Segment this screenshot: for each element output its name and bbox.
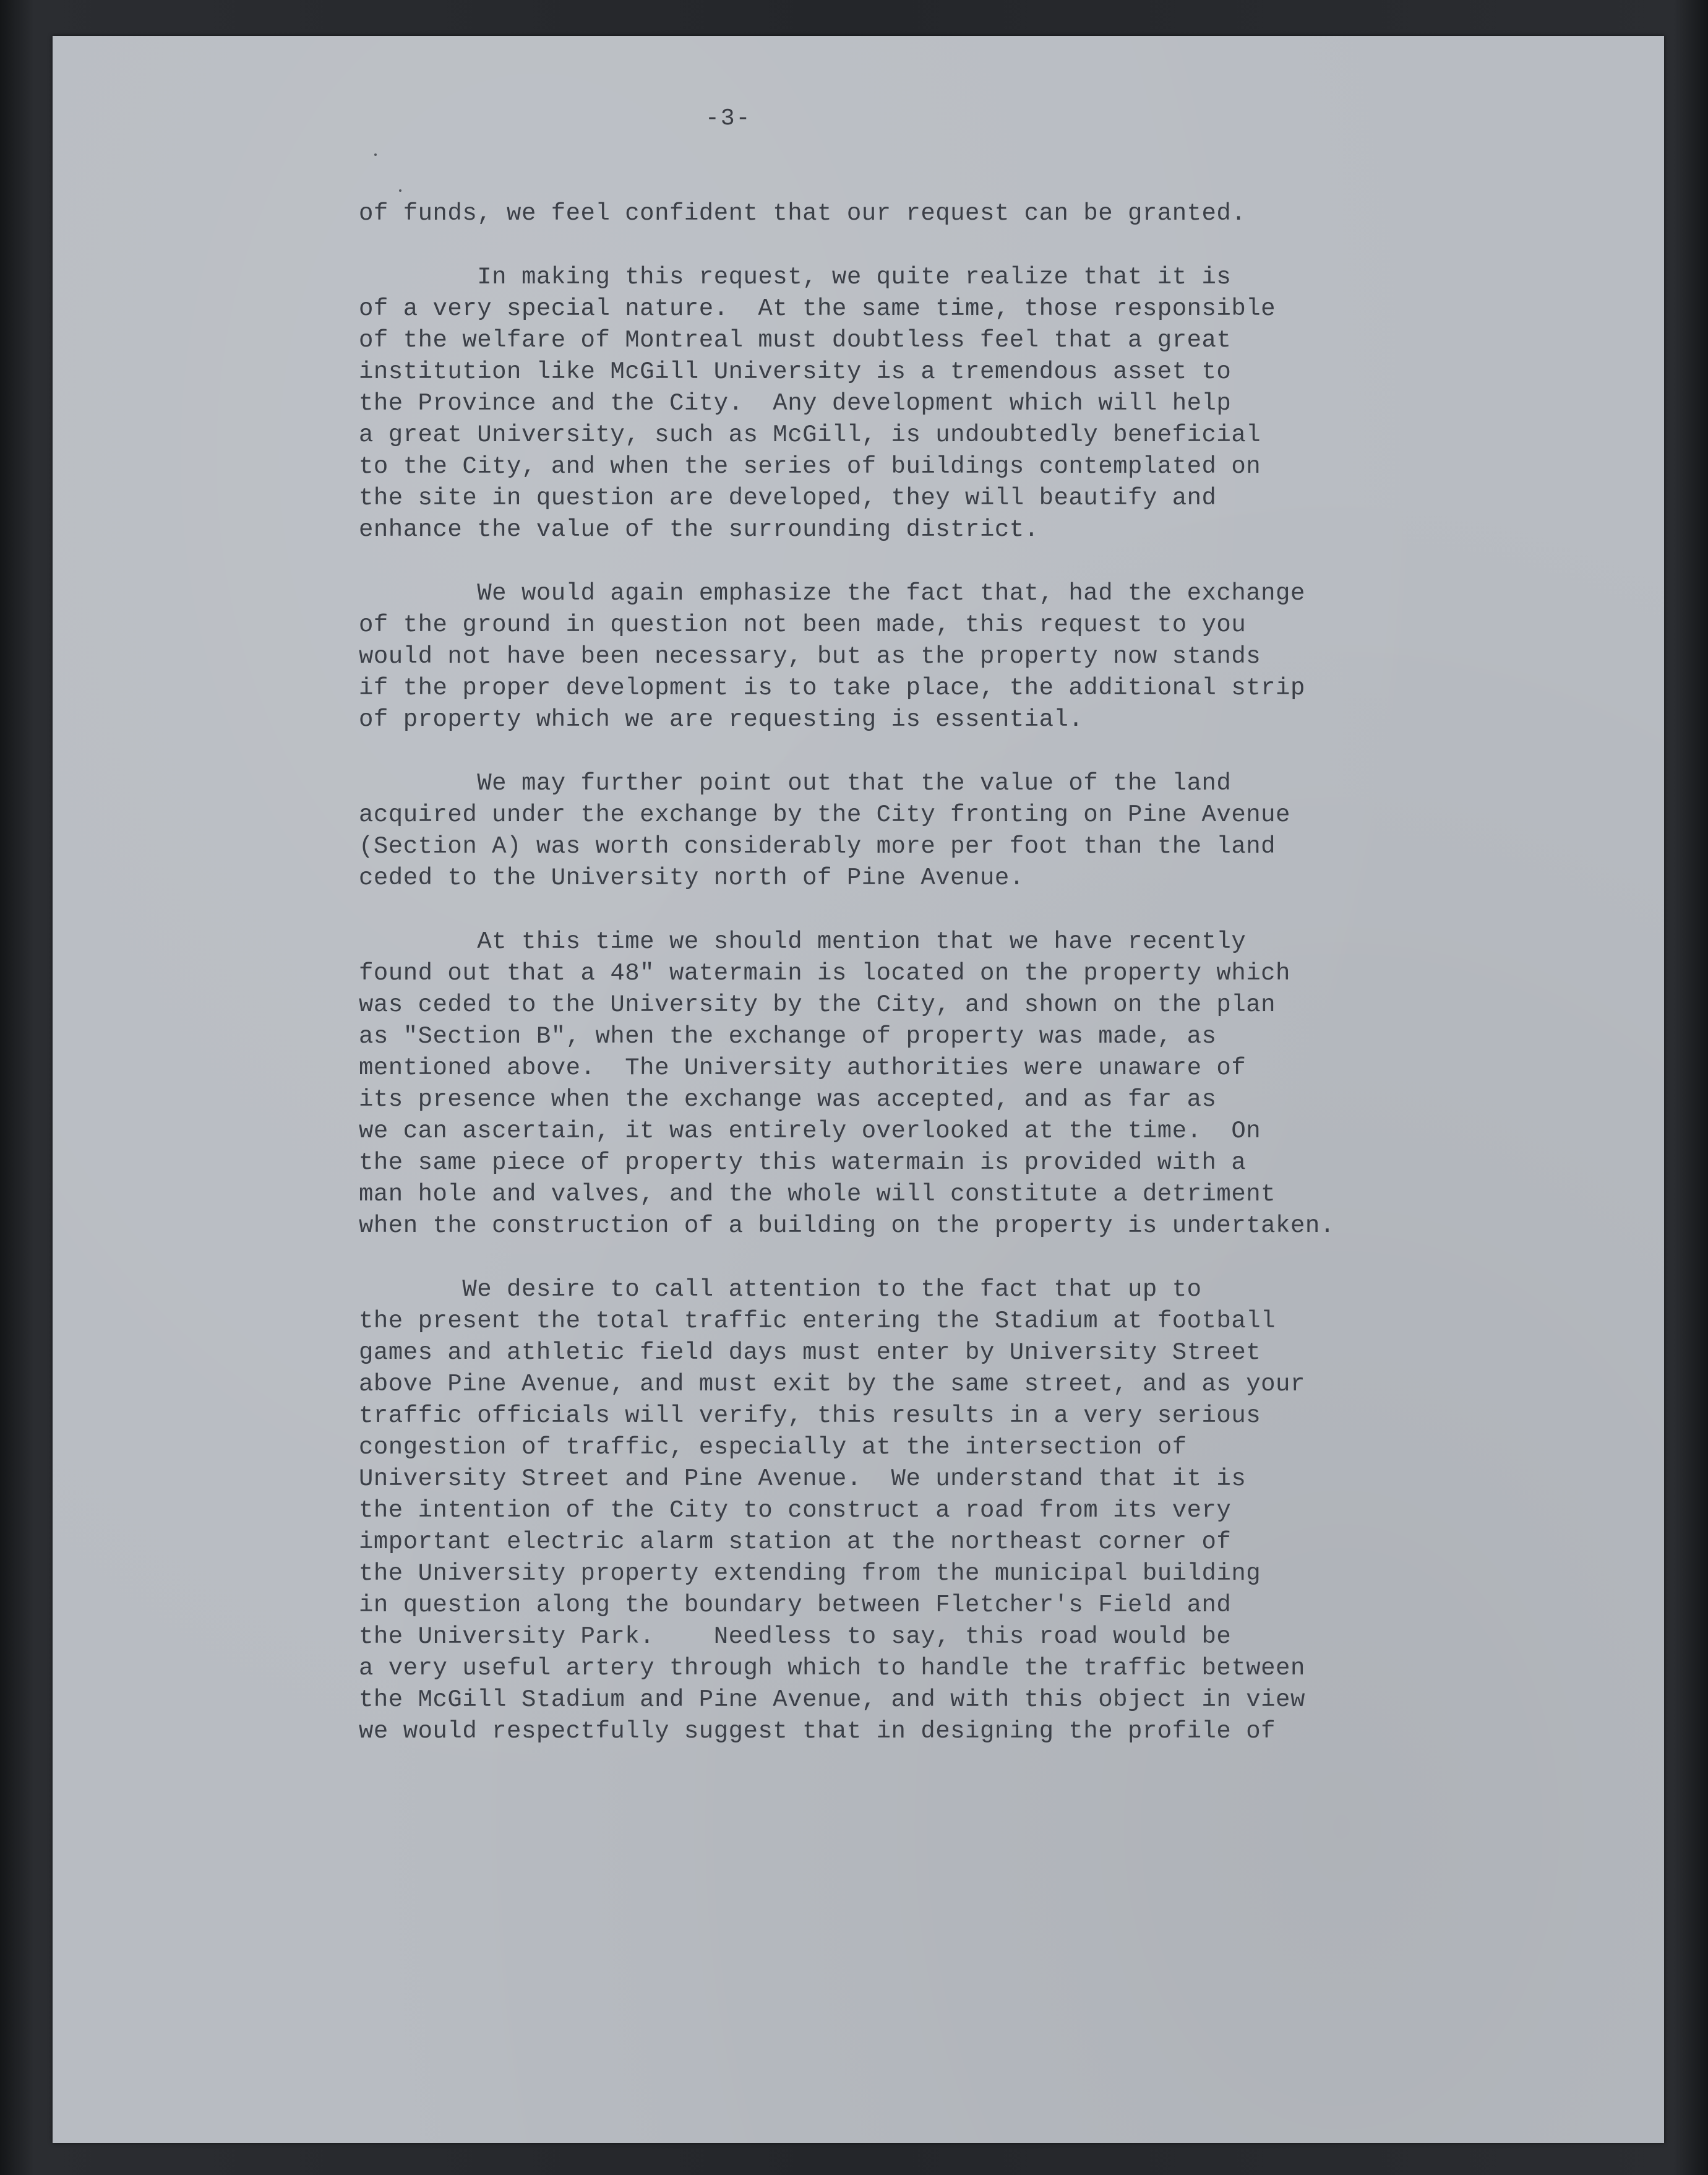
paragraph-4 [359, 768, 1534, 894]
text-line: the McGill Stadium and Pine Avenue, and with this object in view [359, 1686, 1305, 1713]
text-line: acquired under the exchange by the City fronting on Pine Avenue [359, 801, 1290, 829]
text-line: a great University, such as McGill, is undoubtedly beneficial [359, 421, 1261, 449]
paragraph-6 [359, 1274, 1534, 1747]
text-line: of the welfare of Montreal must doubtless feel that a great [359, 327, 1232, 354]
text-line: of funds, we feel confident that our request can be granted. [359, 200, 1247, 227]
text-line: found out that a 48" watermain is located on the property which [359, 960, 1290, 987]
paragraph-1 [359, 198, 1534, 230]
text-line: We may further point out that the value of the land [359, 770, 1232, 797]
paper-speck [399, 189, 401, 192]
text-line: as "Section B", when the exchange of property was made, as [359, 1023, 1217, 1050]
text-line: if the proper development is to take place, the additional strip [359, 674, 1305, 702]
text-line: we can ascertain, it was entirely overlooked at the time. On [359, 1118, 1261, 1145]
text-line: games and athletic field days must enter by University Street [359, 1339, 1261, 1366]
text-line: to the City, and when the series of buildings contemplated on [359, 453, 1261, 480]
text-line: traffic officials will verify, this results in a very serious [359, 1402, 1261, 1429]
paragraph-2 [359, 262, 1534, 546]
text-line: we would respectfully suggest that in designing the profile of [359, 1718, 1276, 1745]
text-line: of the ground in question not been made, this request to you [359, 611, 1247, 639]
text-line: (Section A) was worth considerably more per foot than the land [359, 833, 1276, 860]
text-line: At this time we should mention that we have recently [359, 928, 1247, 955]
text-line: of property which we are requesting is essential. [359, 706, 1084, 733]
text-line: when the construction of a building on the property is undertaken. [359, 1212, 1335, 1239]
text-line: would not have been necessary, but as the property now stands [359, 643, 1261, 670]
text-line: ceded to the University north of Pine Avenue. [359, 864, 1024, 892]
text-line: man hole and valves, and the whole will constitute a detriment [359, 1181, 1276, 1208]
page-number: -3- [705, 105, 752, 132]
text-line: its presence when the exchange was accepted, and as far as [359, 1086, 1217, 1113]
paragraph-5 [359, 926, 1534, 1242]
text-line: in question along the boundary between Fletcher's Field and [359, 1591, 1232, 1619]
text-line: the University property extending from the municipal building [359, 1560, 1261, 1587]
text-line: the intention of the City to construct a road from its very [359, 1497, 1232, 1524]
text-line: mentioned above. The University authorities were unaware of [359, 1054, 1247, 1082]
text-line: of a very special nature. At the same time, those responsible [359, 295, 1276, 322]
text-line: the University Park. Needless to say, this road would be [359, 1623, 1232, 1650]
text-line: In making this request, we quite realize that it is [359, 264, 1232, 291]
text-line: We would again emphasize the fact that, had the exchange [359, 580, 1305, 607]
letter-body [359, 198, 1534, 1780]
text-line: the Province and the City. Any development which will help [359, 390, 1232, 417]
paper-speck [374, 153, 377, 156]
text-line: University Street and Pine Avenue. We understand that it is [359, 1465, 1247, 1492]
text-line: enhance the value of the surrounding district. [359, 516, 1039, 543]
text-line: was ceded to the University by the City, and shown on the plan [359, 991, 1276, 1019]
text-line: the same piece of property this watermain is provided with a [359, 1149, 1247, 1176]
text-line: We desire to call attention to the fact that up to [359, 1276, 1202, 1303]
text-line: important electric alarm station at the northeast corner of [359, 1528, 1232, 1556]
text-line: a very useful artery through which to handle the traffic between [359, 1655, 1305, 1682]
paragraph-3 [359, 578, 1534, 736]
text-line: above Pine Avenue, and must exit by the same street, and as your [359, 1371, 1305, 1398]
text-line: the present the total traffic entering the Stadium at football [359, 1307, 1276, 1335]
text-line: the site in question are developed, they will beautify and [359, 485, 1217, 512]
text-line: congestion of traffic, especially at the intersection of [359, 1434, 1187, 1461]
text-line: institution like McGill University is a tremendous asset to [359, 358, 1232, 385]
